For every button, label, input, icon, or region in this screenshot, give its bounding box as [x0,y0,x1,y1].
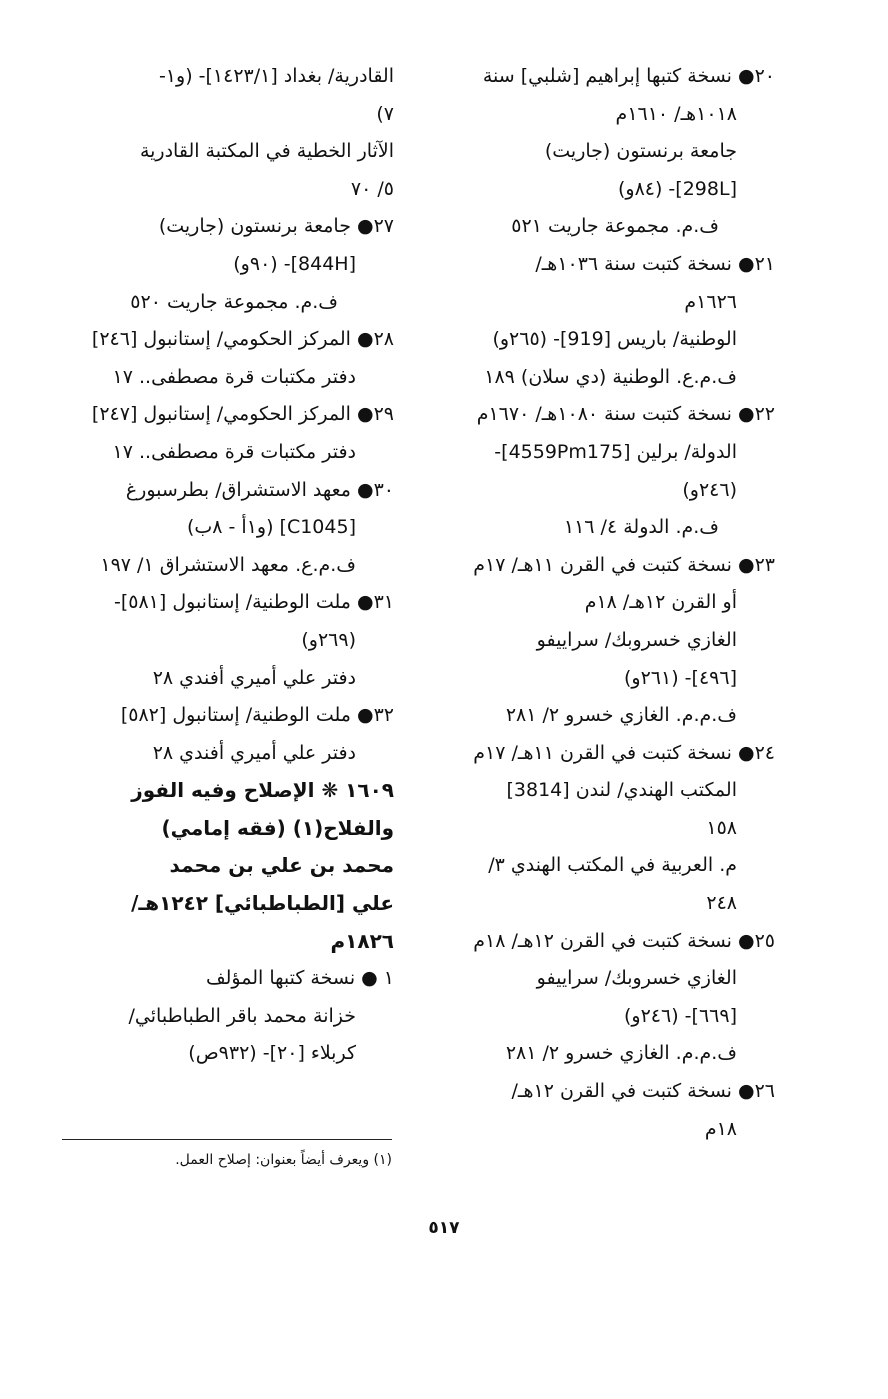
text-line: (٢٤٦و) [682,478,737,501]
text-line: ٣٠● معهد الاستشراق/ بطرسبورغ [125,478,394,501]
text-line: الغازي خسروبك/ سراييفو [536,628,737,651]
footnote: (١) ويعرف أيضاً بعنوان: إصلاح العمل. [175,1152,392,1168]
text-line: علي [الطباطبائي] ١٢٤٢هـ/ [131,891,394,916]
text-line: ١٠١٨هـ/ ١٦١٠م [615,102,737,125]
text-line: ٢٦● نسخة كتبت في القرن ١٢هـ/ [511,1080,775,1103]
text-line: ٣٢● ملت الوطنية/ إستانبول [٥٨٢] [120,704,394,727]
text-line: ف.م.م. الغازي خسرو ٢/ ٢٨١ [505,704,737,727]
text-line: [٦٦٩]- (٢٤٦و) [624,1004,737,1027]
text-line: [844H]- (٩٠و) [233,252,356,275]
text-line: دفتر مكتبات قرة مصطفى.. ١٧ [112,440,356,463]
text-line: ٢٣● نسخة كتبت في القرن ١١هـ/ ١٧م [473,553,775,576]
text-line: ٢٢● نسخة كتبت سنة ١٠٨٠هـ/ ١٦٧٠م [476,403,775,426]
page-number: ٥١٧ [428,1218,460,1238]
text-line: ٢٠● نسخة كتبها إبراهيم [شلبي] سنة [482,65,775,87]
text-line: محمد بن علي بن محمد [169,853,394,878]
text-line: ف.م.ع. معهد الاستشراق ١/ ١٩٧ [100,553,356,576]
text-line: خزانة محمد باقر الطباطبائي/ [128,1004,356,1027]
text-line: ٧) [376,102,394,125]
text-line: (٢٦٩و) [301,628,356,651]
right-column [447,58,775,1148]
text-line: ٢٥● نسخة كتبت في القرن ١٢هـ/ ١٨م [473,929,775,952]
footnote-divider [62,1139,392,1140]
text-line: ف.م. مجموعة جاريت ٥٢٠ [130,290,338,313]
text-line: ف.م.م. الغازي خسرو ٢/ ٢٨١ [505,1042,737,1065]
text-line: جامعة برنستون (جاريت) [544,140,737,163]
text-line: ٥/ ٧٠ [350,177,394,200]
text-line: المكتب الهندي/ لندن [3814] [506,779,737,802]
text-line: الآثار الخطية في المكتبة القادرية [139,140,394,163]
text-line: [298L]- (٨٤و) [617,177,737,200]
text-line: ٢٨● المركز الحكومي/ إستانبول [٢٤٦] [91,328,394,351]
text-line: كربلاء [٢٠]- (٩٣٢ص) [188,1042,356,1065]
text-line: م. العربية في المكتب الهندي ٣/ [488,854,737,877]
text-line: ١ ● نسخة كتبها المؤلف [205,967,394,990]
text-line: ٢٤٨ [706,892,737,915]
text-line: الدولة/ برلين [4559Pm175]- [494,440,737,463]
text-line: ١٨٢٦م [330,928,394,953]
text-line: ف.م. مجموعة جاريت ٥٢١ [511,215,719,238]
text-line: ١٦٢٦م [684,290,737,313]
left-column [62,58,394,1073]
text-line: [C1045] (و١أ - ٨ب) [186,516,356,539]
text-line: ٢٩● المركز الحكومي/ إستانبول [٢٤٧] [91,403,394,426]
text-line: الغازي خسروبك/ سراييفو [536,967,737,990]
text-line: دفتر علي أميري أفندي ٢٨ [152,666,356,689]
text-line: ٢٤● نسخة كتبت في القرن ١١هـ/ ١٧م [473,741,775,764]
text-line: أو القرن ١٢هـ/ ١٨م [584,591,737,614]
text-line: ف.م.ع. الوطنية (دي سلان) ١٨٩ [484,365,737,388]
text-line: والفلاح(١) (فقه إمامي) [161,815,394,840]
text-line: دفتر علي أميري أفندي ٢٨ [152,741,356,764]
text-line: ٣١● ملت الوطنية/ إستانبول [٥٨١]- [113,591,394,614]
text-line: ١٥٨ [706,816,737,839]
text-line: دفتر مكتبات قرة مصطفى.. ١٧ [112,365,356,388]
text-line: الوطنية/ باريس [919]- (٢٦٥و) [492,328,737,351]
text-line: ٢٧● جامعة برنستون (جاريت) [158,215,394,238]
text-line: ف.م. الدولة ٤/ ١١٦ [563,516,719,539]
text-line: [٤٩٦]- (٢٦١و) [624,666,737,689]
text-line: القادرية/ بغداد [١٤٢٣/١]- (و١- [158,65,394,87]
text-line: ١٨م [704,1117,737,1140]
text-line: ٢١● نسخة كتبت سنة ١٠٣٦هـ/ [535,252,775,275]
text-line: ١٦٠٩ ❋ الإصلاح وفيه الفوز [131,778,394,803]
